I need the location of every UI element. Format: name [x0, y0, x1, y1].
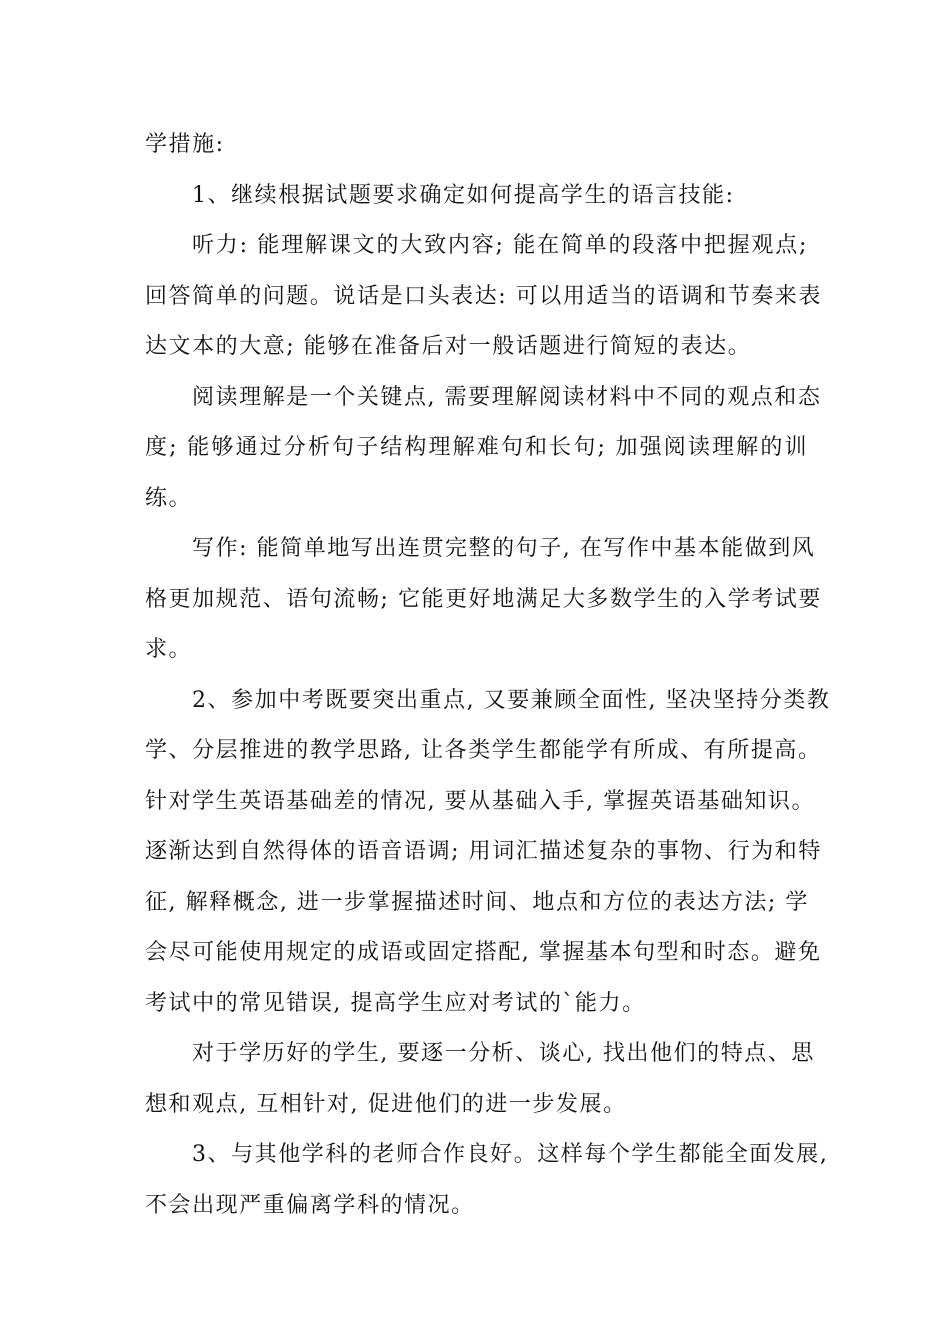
document-body	[145, 120, 831, 1231]
text-line-19: 对于学历好的学生, 要逐一分析、谈心, 找出他们的特点、思	[192, 1041, 815, 1066]
text-line-2: 1、继续根据试题要求确定如何提高学生的语言技能:	[192, 182, 735, 208]
text-line-3: 听力: 能理解课文的大致内容; 能在简单的段落中把握观点;	[192, 233, 808, 258]
text-line-8: 练。	[145, 485, 193, 511]
text-line-11: 求。	[145, 637, 193, 662]
text-line-16: 征, 解释概念, 进一步掌握描述时间、地点和方位的表达方法; 学	[145, 889, 809, 915]
text-line-17: 会尽可能使用规定的成语或固定搭配, 掌握基本句型和时态。避免	[145, 940, 822, 965]
text-line-7: 度; 能够通过分析句子结构理解难句和长句; 加强阅读理解的训	[145, 435, 808, 460]
text-line-5: 达文本的大意; 能够在准备后对一般话题进行简短的表达。	[145, 334, 752, 359]
text-line-6: 阅读理解是一个关键点, 需要理解阅读材料中不同的观点和态	[192, 384, 822, 410]
text-line-1: 学措施:	[145, 132, 225, 157]
text-line-15: 逐渐达到自然得体的语音语调; 用词汇描述复杂的事物、行为和特	[145, 839, 822, 864]
text-line-21: 3、与其他学科的老师合作良好。这样每个学生都能全面发展,	[192, 1142, 829, 1167]
text-line-9: 写作: 能简单地写出连贯完整的句子, 在写作中基本能做到风	[192, 536, 816, 561]
text-line-14: 针对学生英语基础差的情况, 要从基础入手, 掌握英语基础知识。	[145, 788, 816, 814]
text-line-22: 不会出现严重偏离学科的情况。	[145, 1192, 475, 1218]
text-line-13: 学、分层推进的教学思路, 让各类学生都能学有所成、有所提高。	[145, 738, 822, 763]
text-line-18: 考试中的常见错误, 提高学生应对考试的`能力。	[145, 990, 646, 1016]
text-line-12: 2、参加中考既要突出重点, 又要兼顾全面性, 坚决坚持分类教	[192, 687, 831, 713]
text-line-4: 回答简单的问题。说话是口头表达: 可以用适当的语调和节奏来表	[145, 283, 822, 309]
text-line-20: 想和观点, 互相针对, 促进他们的进一步发展。	[145, 1091, 627, 1117]
text-line-10: 格更加规范、语句流畅; 它能更好地满足大多数学生的入学考试要	[145, 586, 822, 612]
